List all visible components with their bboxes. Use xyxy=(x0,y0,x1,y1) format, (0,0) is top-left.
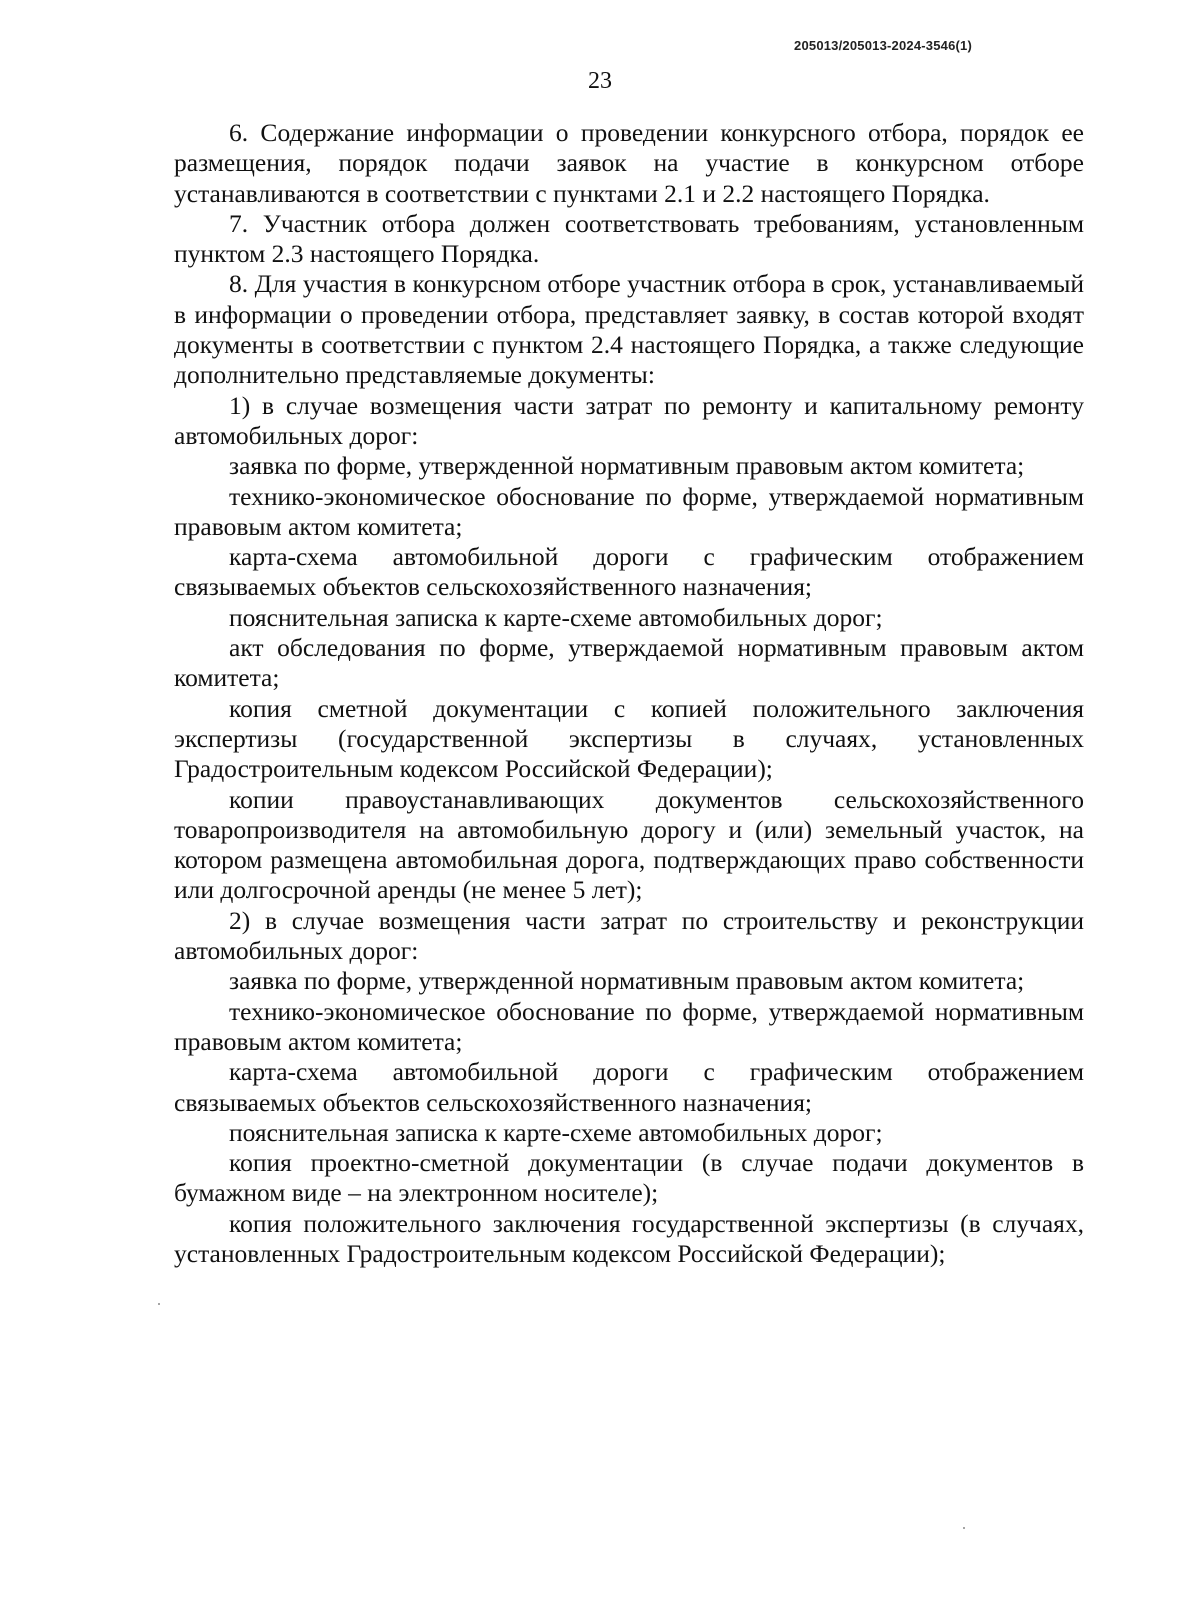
list-item: технико-экономическое обоснование по форме, утверждаемой нормативным правовым актом комитета; xyxy=(174,996,1084,1056)
list-item: акт обследования по форме, утверждаемой нормативным правовым актом комитета; xyxy=(174,633,1084,693)
paragraph-6: 6. Содержание информации о проведении конкурсного отбора, порядок ее размещения, порядок подачи заявок на участие в конкурсном отборе устанавливаются в соответствии с пунктами 2.1 и 2.2 настоящего Порядка. xyxy=(174,118,1084,208)
list-item: карта-схема автомобильной дороги с графическим отображением связываемых объектов сельскохозяйственного назначения; xyxy=(174,1057,1084,1117)
list-item: заявка по форме, утвержденной нормативным правовым актом комитета; xyxy=(229,451,1025,481)
list-item: копия сметной документации с копией положительного заключения экспертизы (государственной экспертизы в случаях, установленных Градостроительным кодексом Российской Федерации); xyxy=(174,693,1084,784)
document-id: 205013/205013-2024-3546(1) xyxy=(794,38,972,53)
scan-speck xyxy=(963,1527,965,1529)
list-item: копии правоустанавливающих документов сельскохозяйственного товаропроизводителя на автомобильную дорогу и (или) земельный участок, на котором размещена автомобильная дорога, подтверждающих право собственности или долгосрочной аренды (не менее 5 лет); xyxy=(174,784,1084,905)
list-item: пояснительная записка к карте-схеме автомобильных дорог; xyxy=(229,602,883,632)
scan-speck xyxy=(158,1303,160,1305)
list-item: технико-экономическое обоснование по форме, утверждаемой нормативным правовым актом комитета; xyxy=(174,481,1084,541)
list-item: копия положительного заключения государственной экспертизы (в случаях, установленных Градостроительным кодексом Российской Федерации); xyxy=(174,1208,1084,1268)
list-item: заявка по форме, утвержденной нормативным правовым актом комитета; xyxy=(229,966,1025,996)
list-item: карта-схема автомобильной дороги с графическим отображением связываемых объектов сельскохозяйственного назначения; xyxy=(174,542,1084,602)
page-number: 23 xyxy=(588,68,612,94)
paragraph-7: 7. Участник отбора должен соответствовать требованиям, установленным пунктом 2.3 настоящего Порядка. xyxy=(174,208,1084,269)
paragraph-8: 8. Для участия в конкурсном отборе участник отбора в срок, устанавливаемый в информации о проведении отбора, представляет заявку, в состав которой входят документы в соответствии с пунктом 2.4 настоящего Порядка, а также следующие дополнительно представляемые документы: xyxy=(174,269,1084,390)
list-item: пояснительная записка к карте-схеме автомобильных дорог; xyxy=(229,1117,883,1147)
document-body xyxy=(174,118,1084,1269)
subitem-1-heading: 1) в случае возмещения части затрат по ремонту и капитальному ремонту автомобильных дорог: xyxy=(174,390,1084,450)
subitem-2-heading: 2) в случае возмещения части затрат по строительству и реконструкции автомобильных дорог: xyxy=(174,905,1084,966)
list-item: копия проектно-сметной документации (в случае подачи документов в бумажном виде – на электронном носителе); xyxy=(174,1148,1084,1208)
